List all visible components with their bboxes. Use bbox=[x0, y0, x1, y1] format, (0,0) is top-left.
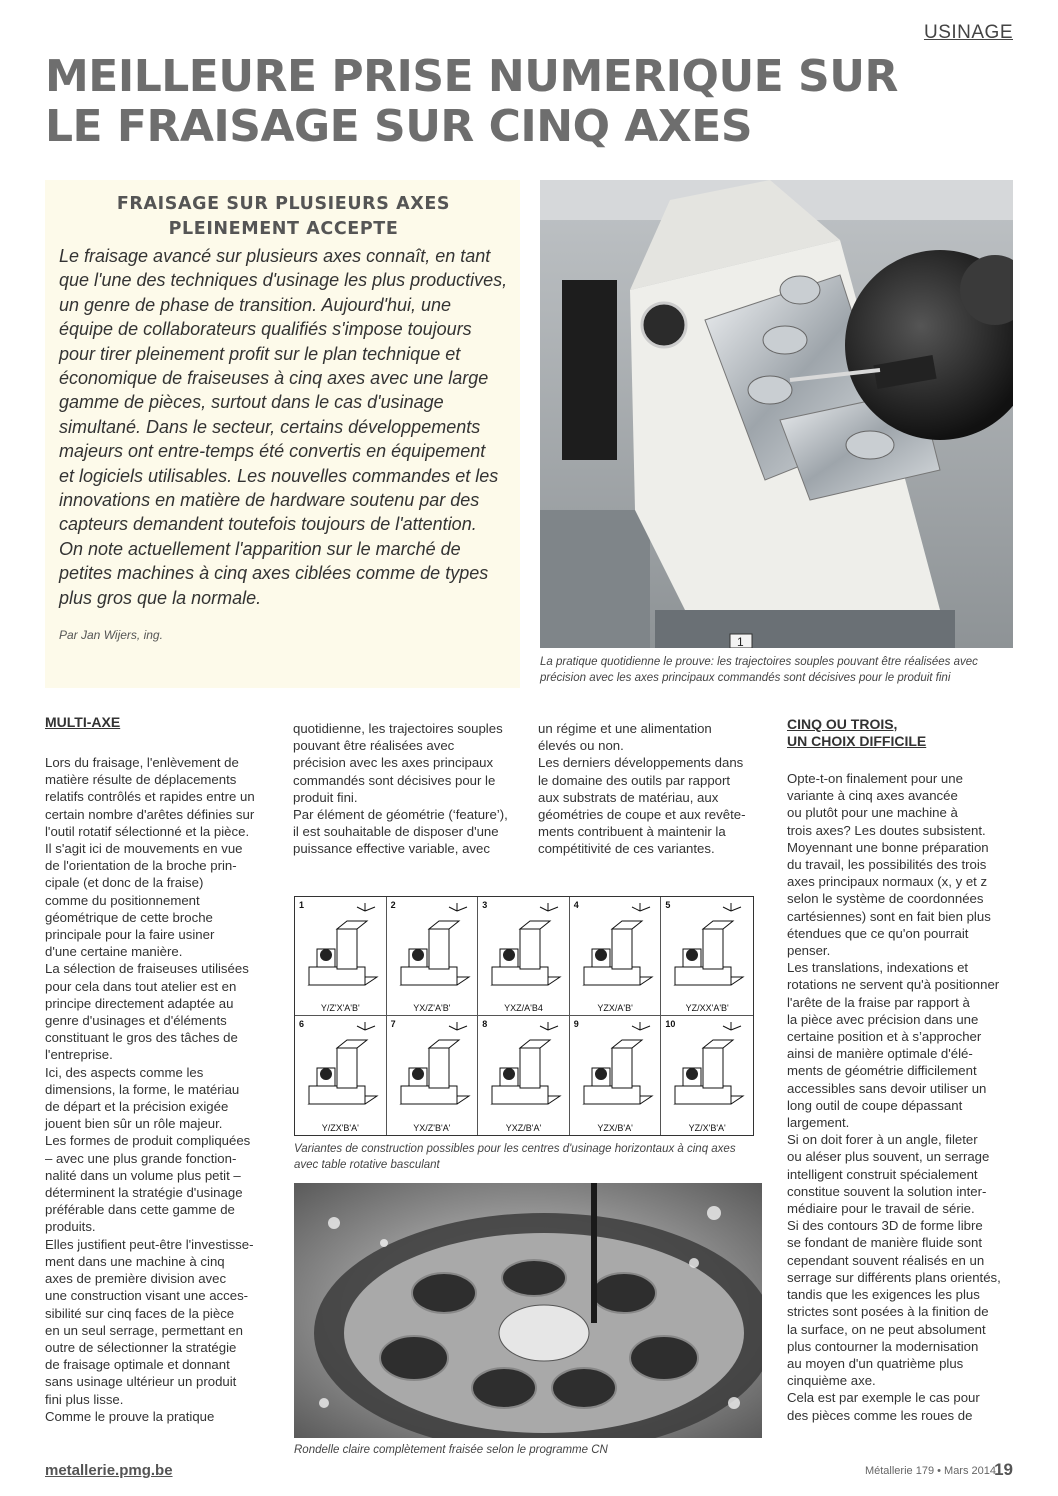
machine-sketch-icon bbox=[387, 1016, 479, 1116]
washer-photo bbox=[294, 1183, 762, 1438]
column-3-text: un régime et une alimentation élevés ou non. Les derniers développements dans le domaine des outils par rapport aux substrats de matériau, aux géométries de coupe et aux revête- ments contribuent à maintenir la compétitivité de ces variantes. bbox=[538, 721, 746, 857]
machine-sketch-icon bbox=[295, 1016, 387, 1116]
diagram-cell bbox=[387, 1016, 479, 1135]
diagram-cell-number: 7 bbox=[390, 1019, 396, 1029]
column-1-text: Lors du fraisage, l'enlèvement de matière résulte de déplacements relatifs contrôlés et rapides entre un certain nombre d'arêtes définies sur l'outil rotatif sélectionné et la pièce. Il s'agit ici de mouvements en vue de l'orientation de la broche prin- cipale (et donc de la fraise) comme du positionnement géométrique de cette broche principale pour la faire usiner d'une certaine manière. La sélection de fraiseuses utilisées pour cela dans tout atelier est en principe directement adaptée au genre d'usinages et d'éléments constituant le gros des tâches de l'entreprise. Ici, des aspects comme les dimensions, la forme, le matériau de départ et la précision exigée jouent bien sûr un rôle majeur. Les formes de produit compliquées – avec une plus grande fonction- nalité dans un volume plus petit – déterminent la stratégie d'usinage préférable dans cette gamme de produits. Elles justifient peut-être l'investisse- ment dans une machine à cinq axes de première division avec une construction visant une acces- sibilité sur cinq faces de la pièce en un seul serrage, permettant en outre de sélectionner la stratégie de fraisage optimale et donnant sans usinage ultérieur un produit fini plus lisse. Comme le prouve la pratique bbox=[45, 755, 255, 1424]
diagram-cell-label: YZ/XX'A'B' bbox=[685, 1003, 729, 1013]
machine-sketch-icon bbox=[387, 897, 479, 997]
diagram-cell-label: YXZ/B'A' bbox=[505, 1123, 542, 1133]
diagram-cell-label: YX/Z'A'B' bbox=[413, 1003, 451, 1013]
intro-text: Le fraisage avancé sur plusieurs axes connaît, en tant que l'une des techniques d'usinage les plus productives, un genre de phase de transition. Aujourd'hui, une équipe de collaborateurs qualifiés s'impose toujours pour tirer pleinement profit sur le plan technique et économique de fraiseuses à cinq axes avec une large gamme de pièces, surtout dans le cas d'usinage simultané. Dans le secteur, certains développements majeurs ont entre-temps été convertis en équipement et logiciels utilisables. Les nouvelles commandes et les innovations en matière de hardware soutenu par des capteurs demandent toutefois toujours de l'attention. On note actuellement l'apparition sur le marché de petites machines à cinq axes ciblées comme de types plus gros que la normale. bbox=[59, 246, 508, 608]
diagram-cell bbox=[478, 1016, 570, 1135]
machine-sketch-icon bbox=[478, 897, 570, 997]
diagram-cell-label: YZ/X'B'A' bbox=[688, 1123, 726, 1133]
diagram-cell bbox=[295, 897, 387, 1016]
article-title: MEILLEURE PRISE NUMERIQUE SUR LE FRAISAGE SUR CINQ AXES bbox=[45, 51, 898, 152]
washer-caption: Rondelle claire complètement fraisée selon le programme CN bbox=[294, 1444, 608, 1456]
machine-caption: La pratique quotidienne le prouve: les trajectoires souples pouvant être réalisées avec précision avec les axes principaux commandés sont décisives pour le produit fini bbox=[540, 656, 978, 684]
intro-heading: FRAISAGE SUR PLUSIEURS AXES PLEINEMENT ACCEPTE bbox=[116, 194, 451, 239]
machine-sketch-icon bbox=[478, 1016, 570, 1116]
diagram-cell-number: 5 bbox=[665, 900, 671, 910]
diagram-cell bbox=[570, 897, 662, 1016]
machine-sketch-icon bbox=[570, 1016, 662, 1116]
intro-box bbox=[45, 180, 520, 688]
diagram-cell bbox=[478, 897, 570, 1016]
machine-photo bbox=[540, 180, 1013, 648]
diagram-cell bbox=[387, 897, 479, 1016]
diagram-cell-number: 4 bbox=[573, 900, 579, 910]
machine-sketch-icon bbox=[295, 897, 387, 997]
diagram-cell bbox=[661, 1016, 753, 1135]
diagram-caption: Variantes de construction possibles pour les centres d'usinage horizontaux à cinq axes avec table rotative basculant bbox=[294, 1143, 736, 1171]
diagram-cell-number: 2 bbox=[390, 900, 396, 910]
machine-illustration bbox=[540, 180, 1013, 648]
diagram-cell-number: 9 bbox=[573, 1019, 579, 1029]
page-number: 19 bbox=[994, 1460, 1013, 1479]
diagram-cell-label: YXZ/A'B4 bbox=[504, 1003, 543, 1013]
diagram-cell-number: 3 bbox=[482, 900, 488, 910]
author-byline: Par Jan Wijers, ing. bbox=[59, 628, 163, 643]
diagram-cell bbox=[570, 1016, 662, 1135]
diagram-cell-label: YZX/A'B' bbox=[597, 1003, 633, 1013]
machine-sketch-icon bbox=[661, 1016, 753, 1116]
section-heading-cinq-ou-trois: CINQ OU TROIS, UN CHOIX DIFFICILE bbox=[787, 716, 927, 749]
machine-badge: 1 bbox=[737, 635, 744, 648]
column-2-text: quotidienne, les trajectoires souples pouvant être réalisées avec précision avec les axes principaux commandés sont décisives pour le produit fini. Par élément de géométrie (‘feature’), il est souhaitable de disposer d'une puissance effective variable, avec bbox=[293, 721, 508, 857]
section-tag: USINAGE bbox=[923, 22, 1013, 43]
diagram-cell-label: YX/Z'B'A' bbox=[413, 1123, 451, 1133]
diagram-cell-label: YZX/B'A' bbox=[597, 1123, 633, 1133]
column-4-text: Opte-t-on finalement pour une variante à cinq axes avancée ou plutôt pour une machine à trois axes? Les doutes subsistent. Moyennant une bonne préparation du travail, les possibilités des trois axes principaux normaux (x, y et z selon le système de coordonnées cartésiennes) sont en fait bien plus étendues que ce qu'on pourrait penser. Les translations, indexations et rotations ne servent qu'à positionner l'arête de la fraise par rapport à la pièce avec précision dans une certaine position et à s’approcher ainsi de manière optimale d'élé- ments de géométrie difficilement accessibles sans devoir utiliser un long outil de coupe dépassant largement. Si on doit forer à un angle, fileter ou aléser plus souvent, un serrage intelligent construit spécialement constitue souvent la solution inter- médiaire pour le travail de série. Si des contours 3D de forme libre se fondant de manière fluide sont cependant souvent réalisés en un serrage sur différents plans orientés, tandis que les exigences les plus strictes sont posées à la finition de la surface, on ne peut absolument plus contourner la modernisation au moyen d'un quatrième plus cinquième axe. Cela est par exemple le cas pour des pièces comme les roues de bbox=[787, 771, 1001, 1423]
diagram-cell-label: Y/Z'X'A'B' bbox=[320, 1003, 360, 1013]
diagram-cell-number: 6 bbox=[299, 1019, 305, 1029]
section-heading-multi-axe: MULTI-AXE bbox=[45, 714, 121, 730]
diagram-cell-label: Y/ZX'B'A' bbox=[321, 1123, 359, 1133]
washer-illustration bbox=[294, 1183, 762, 1438]
diagram-cell-number: 1 bbox=[299, 900, 305, 910]
machine-variants-diagram bbox=[294, 896, 754, 1136]
machine-sketch-icon bbox=[570, 897, 662, 997]
diagram-cell bbox=[295, 1016, 387, 1135]
diagram-cell bbox=[661, 897, 753, 1016]
diagram-cell-number: 8 bbox=[482, 1019, 488, 1029]
machine-sketch-icon bbox=[661, 897, 753, 997]
footer-website-link[interactable]: metallerie.pmg.be bbox=[45, 1462, 173, 1479]
footer-issue: Métallerie 179 • Mars 2014 bbox=[864, 1465, 996, 1477]
diagram-cell-number: 10 bbox=[665, 1019, 676, 1029]
